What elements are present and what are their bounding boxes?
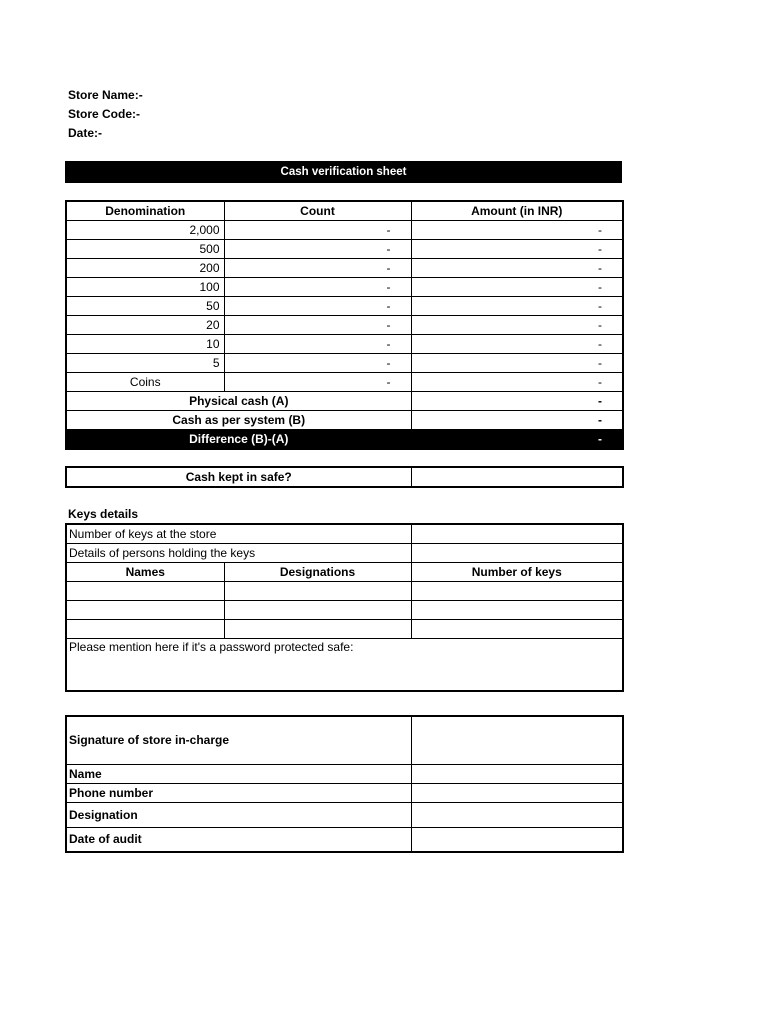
date-label: Date:- <box>68 126 103 140</box>
table-row <box>66 620 623 639</box>
keys-count-cell[interactable] <box>411 582 623 601</box>
table-row <box>66 335 623 354</box>
password-note-row <box>66 639 623 692</box>
phone-value[interactable] <box>411 784 623 803</box>
date-of-audit-label: Date of audit <box>66 828 411 853</box>
table-row <box>66 221 623 240</box>
denomination-cell: 20 <box>66 316 224 335</box>
name-row <box>66 765 623 784</box>
amount-cell: - <box>411 240 623 259</box>
count-cell[interactable]: - <box>224 259 411 278</box>
keys-header-row <box>66 563 623 582</box>
table-row <box>66 601 623 620</box>
physical-cash-row <box>66 392 623 411</box>
safe-label: Cash kept in safe? <box>66 467 411 487</box>
table-row <box>66 373 623 392</box>
count-cell[interactable]: - <box>224 240 411 259</box>
amount-header: Amount (in INR) <box>411 201 623 221</box>
safe-table <box>65 466 624 488</box>
password-note[interactable]: Please mention here if it's a password protected safe: <box>66 639 623 692</box>
system-cash-label: Cash as per system (B) <box>66 411 411 430</box>
persons-value[interactable] <box>411 544 623 563</box>
date-of-audit-row <box>66 828 623 853</box>
denomination-cell: 500 <box>66 240 224 259</box>
count-cell[interactable]: - <box>224 278 411 297</box>
denomination-cell: 50 <box>66 297 224 316</box>
safe-row <box>66 467 623 487</box>
amount-cell: - <box>411 297 623 316</box>
cash-table-header <box>66 201 623 221</box>
num-keys-row <box>66 524 623 544</box>
num-keys-value[interactable] <box>411 524 623 544</box>
designation-cell[interactable] <box>224 582 411 601</box>
table-row <box>66 316 623 335</box>
keys-details-title: Keys details <box>68 507 139 521</box>
name-value[interactable] <box>411 765 623 784</box>
name-cell[interactable] <box>66 582 224 601</box>
designation-label: Designation <box>66 803 411 828</box>
number-of-keys-header: Number of keys <box>411 563 623 582</box>
keys-count-cell[interactable] <box>411 601 623 620</box>
amount-cell: - <box>411 373 623 392</box>
denomination-cell: 200 <box>66 259 224 278</box>
designation-cell[interactable] <box>224 620 411 639</box>
keys-table <box>65 523 624 692</box>
designation-value[interactable] <box>411 803 623 828</box>
count-header: Count <box>224 201 411 221</box>
sheet-title-banner: Cash verification sheet <box>65 161 622 183</box>
count-cell[interactable]: - <box>224 221 411 240</box>
difference-label: Difference (B)-(A) <box>66 430 411 450</box>
signature-row <box>66 716 623 765</box>
difference-value: - <box>411 430 623 450</box>
count-cell[interactable]: - <box>224 354 411 373</box>
designation-row <box>66 803 623 828</box>
difference-row <box>66 430 623 450</box>
denomination-cell: 100 <box>66 278 224 297</box>
store-code-label: Store Code:- <box>68 107 140 121</box>
safe-value[interactable] <box>411 467 623 487</box>
keys-count-cell[interactable] <box>411 620 623 639</box>
system-cash-value: - <box>411 411 623 430</box>
amount-cell: - <box>411 221 623 240</box>
amount-cell: - <box>411 354 623 373</box>
count-cell[interactable]: - <box>224 297 411 316</box>
count-cell[interactable]: - <box>224 335 411 354</box>
signature-value[interactable] <box>411 716 623 765</box>
designations-header: Designations <box>224 563 411 582</box>
name-cell[interactable] <box>66 620 224 639</box>
phone-row <box>66 784 623 803</box>
denomination-cell: 5 <box>66 354 224 373</box>
amount-cell: - <box>411 335 623 354</box>
store-name-label: Store Name:- <box>68 88 143 102</box>
signature-label: Signature of store in-charge <box>66 716 411 765</box>
table-row <box>66 278 623 297</box>
table-row <box>66 240 623 259</box>
table-row <box>66 297 623 316</box>
denomination-cell: 2,000 <box>66 221 224 240</box>
designation-cell[interactable] <box>224 601 411 620</box>
names-header: Names <box>66 563 224 582</box>
num-keys-label: Number of keys at the store <box>66 524 411 544</box>
count-cell[interactable]: - <box>224 373 411 392</box>
cash-table <box>65 200 624 450</box>
table-row <box>66 259 623 278</box>
date-of-audit-value[interactable] <box>411 828 623 853</box>
amount-cell: - <box>411 278 623 297</box>
denomination-header: Denomination <box>66 201 224 221</box>
table-row <box>66 354 623 373</box>
amount-cell: - <box>411 259 623 278</box>
phone-label: Phone number <box>66 784 411 803</box>
name-cell[interactable] <box>66 601 224 620</box>
name-label: Name <box>66 765 411 784</box>
table-row <box>66 582 623 601</box>
physical-cash-value: - <box>411 392 623 411</box>
persons-row <box>66 544 623 563</box>
count-cell[interactable]: - <box>224 316 411 335</box>
denomination-cell: Coins <box>66 373 224 392</box>
physical-cash-label: Physical cash (A) <box>66 392 411 411</box>
system-cash-row <box>66 411 623 430</box>
amount-cell: - <box>411 316 623 335</box>
denomination-cell: 10 <box>66 335 224 354</box>
signature-table <box>65 715 624 853</box>
persons-label: Details of persons holding the keys <box>66 544 411 563</box>
